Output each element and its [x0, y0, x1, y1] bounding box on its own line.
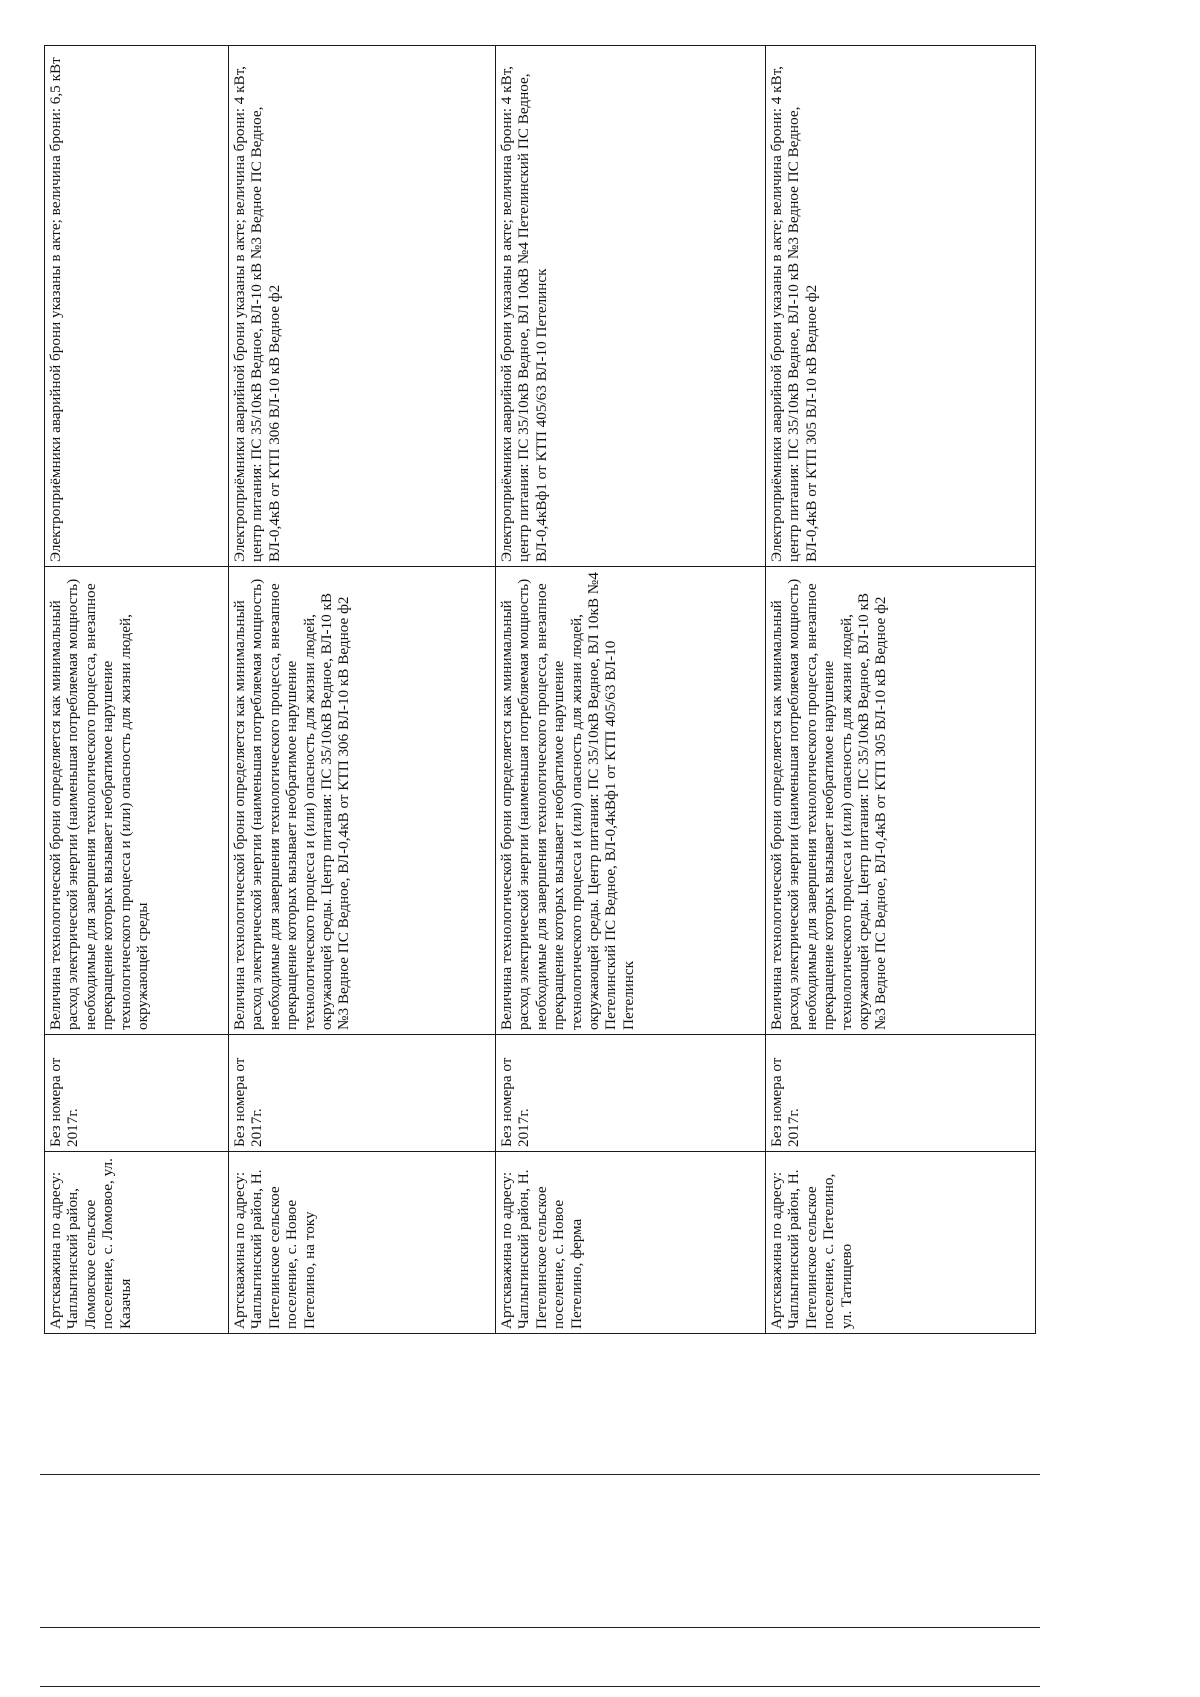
address-cell: Артскважина по адресу: Чаплыгинский район, Н. Петелинское сельское поселение, с. Новое Петелино, на току — [229, 1152, 496, 1334]
address-cell: Артскважина по адресу: Чаплыгинский район, Н. Петелинское сельское поселение, с. Петелино, ул. Татищево — [766, 1152, 1036, 1334]
tech-reserve-cell: Величина технологической брони определяется как минимальный расход электрической энергии (наименьшая потребляемая мощность) необходимые для завершения технологического процесса, внезапное прекращение которых вызывает необратимое нарушение технологического процесса и (или) опасность для жизни людей, окружающей среды — [45, 567, 229, 1035]
act-cell: Без номера от 2017г. — [229, 1035, 496, 1152]
act-cell: Без номера от 2017г. — [766, 1035, 1036, 1152]
divider-line — [40, 1474, 1040, 1475]
table-row — [45, 46, 229, 1334]
tech-reserve-cell: Величина технологической брони определяется как минимальный расход электрической энергии (наименьшая потребляемая мощность) необходимые для завершения технологического процесса, внезапное прекращение которых вызывает необратимое нарушение технологического процесса и (или) опасность для жизни людей, окружающей среды. Центр питания: ПС 35/10кВ Ведное, ВЛ 10кВ №4 Петелинский ПС Ведное, ВЛ-0,4кВф1 от КТП 405/63 ВЛ-10 Петелинск — [496, 567, 766, 1035]
tech-reserve-cell: Величина технологической брони определяется как минимальный расход электрической энергии (наименьшая потребляемая мощность) необходимые для завершения технологического процесса, внезапное прекращение которых вызывает необратимое нарушение технологического процесса и (или) опасность для жизни людей, окружающей среды. Центр питания: ПС 35/10кВ Ведное, ВЛ-10 кВ №3 Ведное ПС Ведное, ВЛ-0,4кВ от КТП 305 ВЛ-10 кВ Ведное ф2 — [766, 567, 1036, 1035]
emergency-reserve-cell: Электроприёмники аварийной брони указаны в акте; величина брони: 6,5 кВт — [45, 46, 229, 567]
divider-line — [40, 1686, 1040, 1687]
reserve-table — [44, 45, 1036, 1334]
act-cell: Без номера от 2017г. — [496, 1035, 766, 1152]
emergency-reserve-cell: Электроприёмники аварийной брони указаны в акте; величина брони: 4 кВт, центр питания: ПС 35/10кВ Ведное, ВЛ-10 кВ №3 Ведное ПС Ведное, ВЛ-0,4кВ от КТП 305 ВЛ-10 кВ Ведное ф2 — [766, 46, 1036, 567]
address-cell: Артскважина по адресу: Чаплыгинский район, Н. Петелинское сельское поселение, с. Новое Петелино, ферма — [496, 1152, 766, 1334]
divider-line — [40, 1627, 1040, 1628]
emergency-reserve-cell: Электроприёмники аварийной брони указаны в акте; величина брони: 4 кВт, центр питания: ПС 35/10кВ Ведное, ВЛ 10кВ №4 Петелинский ПС Ведное, ВЛ-0,4кВф1 от КТП 405/63 ВЛ-10 Петелинск — [496, 46, 766, 567]
tech-reserve-cell: Величина технологической брони определяется как минимальный расход электрической энергии (наименьшая потребляемая мощность) необходимые для завершения технологического процесса, внезапное прекращение которых вызывает необратимое нарушение технологического процесса и (или) опасность для жизни людей, окружающей среды. Центр питания: ПС 35/10кВ Ведное, ВЛ-10 кВ №3 Ведное ПС Ведное, ВЛ-0,4кВ от КТП 306 ВЛ-10 кВ Ведное ф2 — [229, 567, 496, 1035]
act-cell: Без номера от 2017г. — [45, 1035, 229, 1152]
table-row — [496, 46, 766, 1334]
address-cell: Артскважина по адресу: Чаплыгинский район, Ломовское сельское поселение, с. Ломовое, ул. Казачья — [45, 1152, 229, 1334]
emergency-reserve-cell: Электроприёмники аварийной брони указаны в акте; величина брони: 4 кВт, центр питания: ПС 35/10кВ Ведное, ВЛ-10 кВ №3 Ведное ПС Ведное, ВЛ-0,4кВ от КТП 306 ВЛ-10 кВ Ведное ф2 — [229, 46, 496, 567]
rotated-table-container — [44, 46, 1035, 1334]
table-row — [766, 46, 1036, 1334]
table-row — [229, 46, 496, 1334]
